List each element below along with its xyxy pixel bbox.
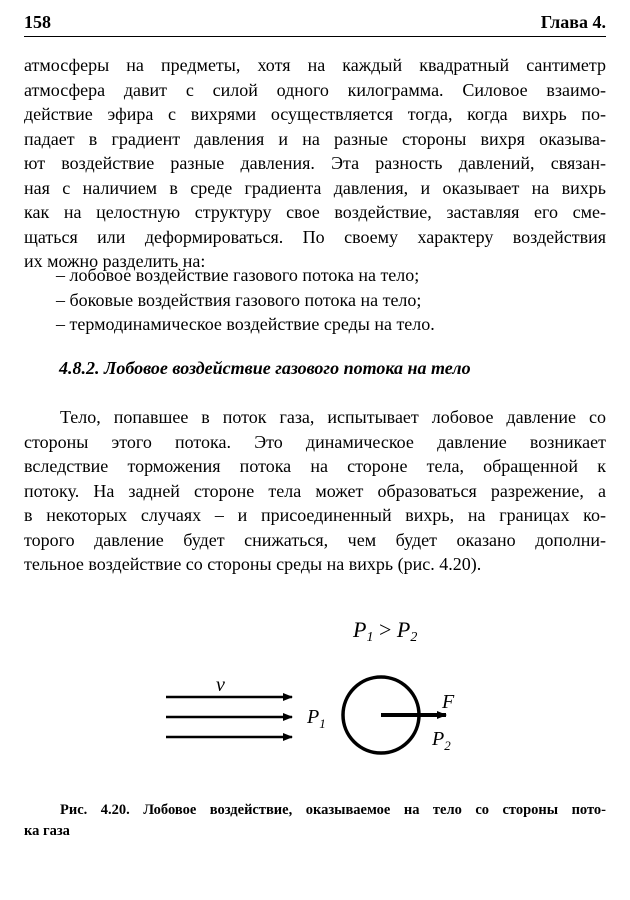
list-item: – боковые воздействия газового потока на тело; xyxy=(56,289,422,310)
header-rule xyxy=(24,36,606,37)
velocity-label: v xyxy=(216,674,225,696)
p2-label: $P_2$ xyxy=(432,728,451,753)
text-line: атмосфера давит с силой одного килограмма. Силовое взаимо- xyxy=(24,79,606,100)
text-line: стороны этого потока. Это динамическое давление возникает xyxy=(24,431,606,452)
figure-4-20 xyxy=(150,605,490,765)
text-line: ют воздействие разные давления. Эта разность давлений, связан- xyxy=(24,153,606,173)
text-line: Тело, попавшее в поток газа, испытывает лобовое давление со xyxy=(60,407,606,427)
text-line: вследствие торможения потока на стороне тела, обращенной к xyxy=(24,456,606,476)
text-line: в некоторых случаях – и присоединенный вихрь, на границах ко- xyxy=(24,505,606,525)
list-item: – лобовое воздействие газового потока на тело; xyxy=(56,265,420,285)
caption-line: ка газа xyxy=(24,823,70,839)
figure-caption xyxy=(24,800,606,842)
chapter-title: Глава 4. xyxy=(540,12,606,32)
page-number: 158 xyxy=(24,12,51,32)
text-line: как на целостную структуру свое воздействие, заставляя его сме- xyxy=(24,202,606,222)
text-line: атмосферы на предметы, хотя на каждый квадратный сантиметр xyxy=(24,55,606,75)
running-header xyxy=(24,10,606,36)
paragraph-2 xyxy=(24,405,606,577)
flow-diagram xyxy=(150,605,490,765)
text-line: их можно разделить на: xyxy=(24,251,206,271)
list-item: – термодинамическое воздействие среды на тело. xyxy=(56,314,435,334)
text-line: тельное воздействие со стороны среды на вихрь (рис. 4.20). xyxy=(24,554,482,574)
force-label: F xyxy=(442,691,455,713)
text-line: щаться или деформироваться. По своему характеру воздействия xyxy=(24,226,606,247)
section-heading: 4.8.2. Лобовое воздействие газового потока на тело xyxy=(59,358,471,378)
text-line: действие эфира с вихрями осуществляется тогда, когда вихрь по- xyxy=(24,104,606,124)
paragraph-1 xyxy=(24,53,606,274)
p1-label: $P_1$ xyxy=(307,706,326,731)
text-line: потоку. На задней стороне тела может образоваться разрежение, а xyxy=(24,480,606,501)
text-line: ная с наличием в среде градиента давления, и оказывает на вихрь xyxy=(24,177,606,198)
pressure-relation: P1 > P2 xyxy=(353,617,418,645)
caption-line: Рис. 4.20. Лобовое воздействие, оказываемое на тело со стороны пото- xyxy=(60,802,606,818)
effects-list xyxy=(24,263,606,337)
text-line: торого давление будет снижаться, чем будет оказано дополни- xyxy=(24,529,606,550)
text-line: падает в градиент давления и на разные стороны вихря оказыва- xyxy=(24,128,606,149)
